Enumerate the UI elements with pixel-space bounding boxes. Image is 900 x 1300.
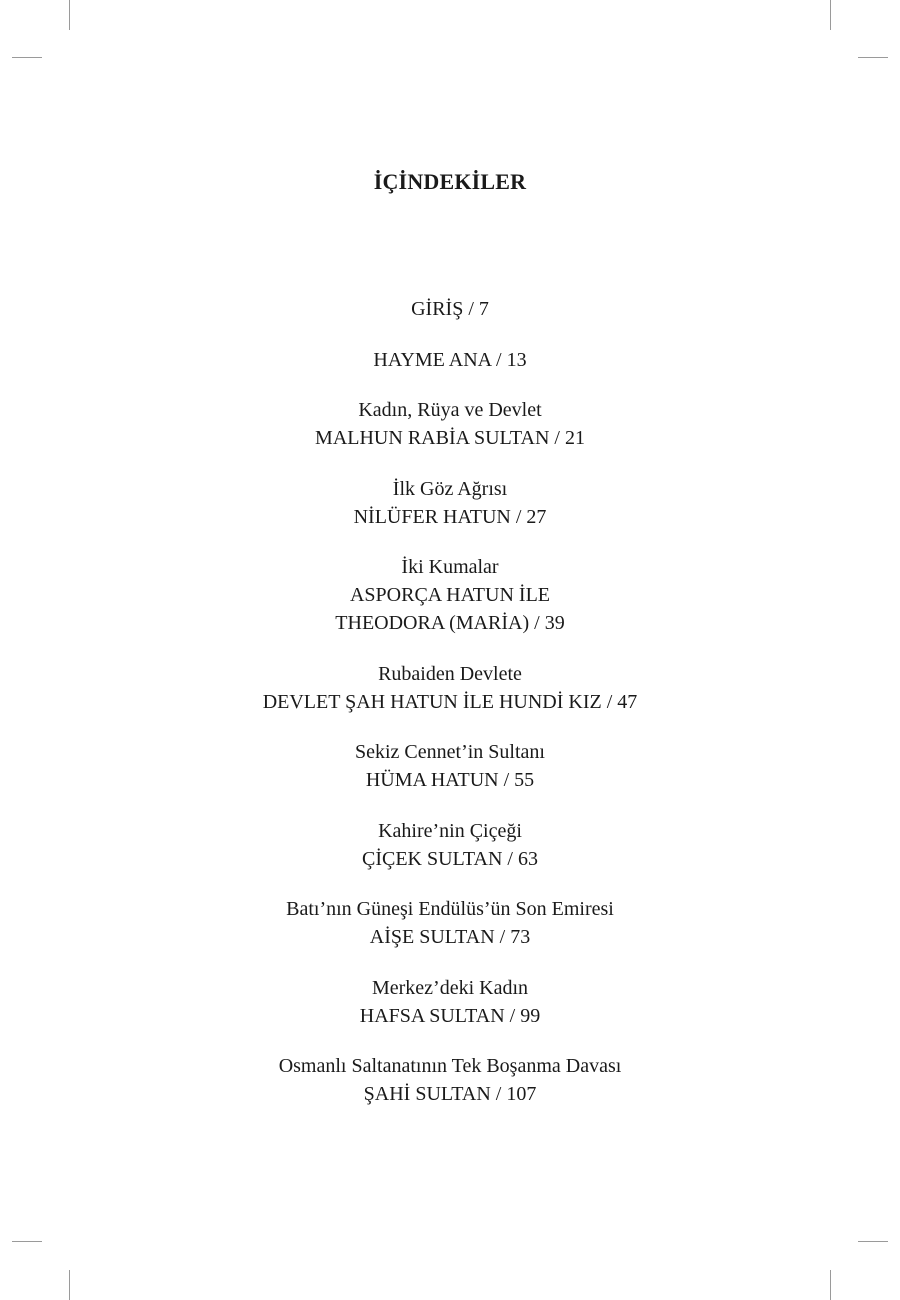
toc-entry-subtitle: ASPORÇA HATUN İLE xyxy=(349,584,551,606)
toc-entry xyxy=(0,738,900,794)
toc-entry-heading: MALHUN RABİA SULTAN / 21 xyxy=(315,427,585,449)
toc-entry-heading: HAYME ANA / 13 xyxy=(373,348,527,371)
toc-entry-subtitle: Batı’nın Güneşi Endülüs’ün Son Emiresi xyxy=(286,898,614,920)
crop-mark-bottom-right-vertical xyxy=(830,1270,831,1300)
crop-mark-top-left-horizontal xyxy=(12,57,42,58)
toc-entry-subtitle: Rubaiden Devlete xyxy=(378,662,522,685)
toc-entry-heading: DEVLET ŞAH HATUN İLE HUNDİ KIZ / 47 xyxy=(262,690,638,713)
toc-entry-subtitle: Kadın, Rüya ve Devlet xyxy=(358,399,542,421)
crop-mark-top-right-vertical xyxy=(830,0,831,30)
toc-entry-subtitle: Sekiz Cennet’in Sultanı xyxy=(355,741,545,763)
toc-entry xyxy=(0,346,900,374)
toc-entry-heading: THEODORA (MARİA) / 39 xyxy=(335,612,565,634)
toc-entry-heading: ÇİÇEK SULTAN / 63 xyxy=(361,847,538,870)
toc-entry xyxy=(0,553,900,637)
toc-entry-heading: NİLÜFER HATUN / 27 xyxy=(353,505,547,528)
table-of-contents xyxy=(0,295,900,1131)
toc-entry-heading: HAFSA SULTAN / 99 xyxy=(359,1004,541,1027)
toc-entry-heading: AİŞE SULTAN / 73 xyxy=(369,926,531,948)
toc-entry xyxy=(0,1052,900,1108)
crop-mark-bottom-left-horizontal xyxy=(12,1241,42,1242)
toc-entry xyxy=(0,895,900,951)
toc-entry-subtitle: Osmanlı Saltanatının Tek Boşanma Davası xyxy=(278,1055,622,1077)
toc-entry-heading: ŞAHİ SULTAN / 107 xyxy=(363,1083,537,1105)
toc-entry xyxy=(0,475,900,531)
toc-entry xyxy=(0,974,900,1030)
toc-entry xyxy=(0,295,900,323)
toc-entry-subtitle: Kahire’nin Çiçeği xyxy=(378,819,522,842)
toc-entry-subtitle: İki Kumalar xyxy=(401,556,499,578)
crop-mark-bottom-left-vertical xyxy=(69,1270,70,1300)
page-title: İÇİNDEKİLER xyxy=(373,169,527,194)
toc-entry xyxy=(0,817,900,873)
toc-entry-heading: GİRİŞ / 7 xyxy=(411,298,489,320)
crop-mark-top-right-horizontal xyxy=(858,57,888,58)
toc-entry-subtitle: İlk Göz Ağrısı xyxy=(392,477,508,500)
toc-entry-heading: HÜMA HATUN / 55 xyxy=(365,769,535,791)
crop-mark-bottom-right-horizontal xyxy=(858,1241,888,1242)
toc-entry-subtitle: Merkez’deki Kadın xyxy=(371,976,529,999)
crop-mark-top-left-vertical xyxy=(69,0,70,30)
toc-entry xyxy=(0,660,900,716)
toc-entry xyxy=(0,396,900,452)
